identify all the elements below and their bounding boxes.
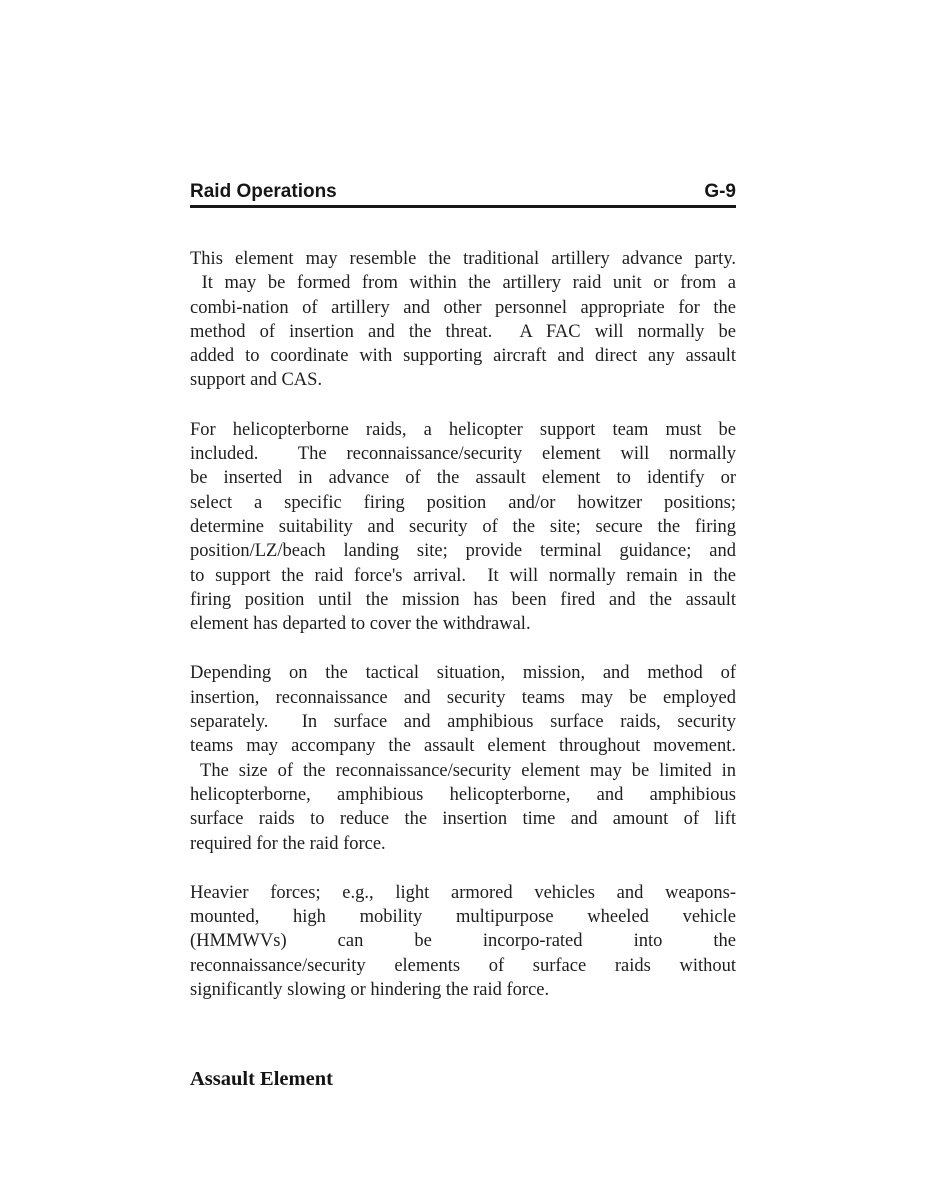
text-line: reconnaissance/security elements of surface raids without [190, 955, 736, 976]
text-line: combi-nation of artillery and other personnel appropriate for the [190, 297, 736, 318]
text-line: to support the raid force's arrival. It will normally remain in the [190, 565, 736, 586]
page-content [190, 181, 736, 1091]
page-header [190, 181, 736, 208]
text-line: Heavier forces; e.g., light armored vehicles and weapons- [190, 882, 736, 903]
header-title: Raid Operations [190, 181, 337, 202]
text-line: be inserted in advance of the assault element to identify or [190, 468, 736, 489]
text-line: element has departed to cover the withdrawal. [190, 614, 531, 635]
text-line: position/LZ/beach landing site; provide terminal guidance; and [190, 541, 736, 562]
text-line: firing position until the mission has been fired and the assault [190, 589, 736, 610]
text-line: included. The reconnaissance/security element will normally [190, 444, 736, 465]
paragraph [190, 418, 736, 637]
text-line: added to coordinate with supporting aircraft and direct any assault [190, 346, 736, 367]
paragraph [190, 881, 736, 1002]
text-line: (HMMWVs) can be incorpo-rated into the [190, 931, 736, 952]
text-line: select a specific firing position and/or howitzer positions; [190, 492, 736, 513]
text-line: insertion, reconnaissance and security teams may be employed [190, 687, 736, 708]
text-line: separately. In surface and amphibious surface raids, security [190, 712, 736, 733]
paragraph [190, 247, 736, 393]
text-line: significantly slowing or hindering the raid force. [190, 980, 550, 1001]
text-line: teams may accompany the assault element throughout movement. [190, 736, 736, 757]
text-line: required for the raid force. [190, 833, 386, 854]
text-line: surface raids to reduce the insertion time and amount of lift [190, 809, 736, 830]
text-line: The size of the reconnaissance/security element may be limited in [190, 760, 736, 781]
header-page-number: G-9 [704, 181, 736, 202]
text-line: method of insertion and the threat. A FAC will normally be [190, 321, 736, 342]
text-line: support and CAS. [190, 370, 323, 391]
text-line: determine suitability and security of the site; secure the firing [190, 516, 736, 537]
section-heading: Assault Element [190, 1068, 333, 1091]
text-line: mounted, high mobility multipurpose wheeled vehicle [190, 907, 736, 928]
text-line: For helicopterborne raids, a helicopter support team must be [190, 419, 736, 440]
text-line: This element may resemble the traditional artillery advance party. [190, 249, 736, 269]
text-line: It may be formed from within the artillery raid unit or from a [190, 273, 736, 294]
text-line: helicopterborne, amphibious helicopterborne, and amphibious [190, 784, 736, 805]
text-line: Depending on the tactical situation, mission, and method of [190, 663, 736, 684]
body-paragraphs [190, 247, 736, 1002]
paragraph [190, 661, 736, 855]
